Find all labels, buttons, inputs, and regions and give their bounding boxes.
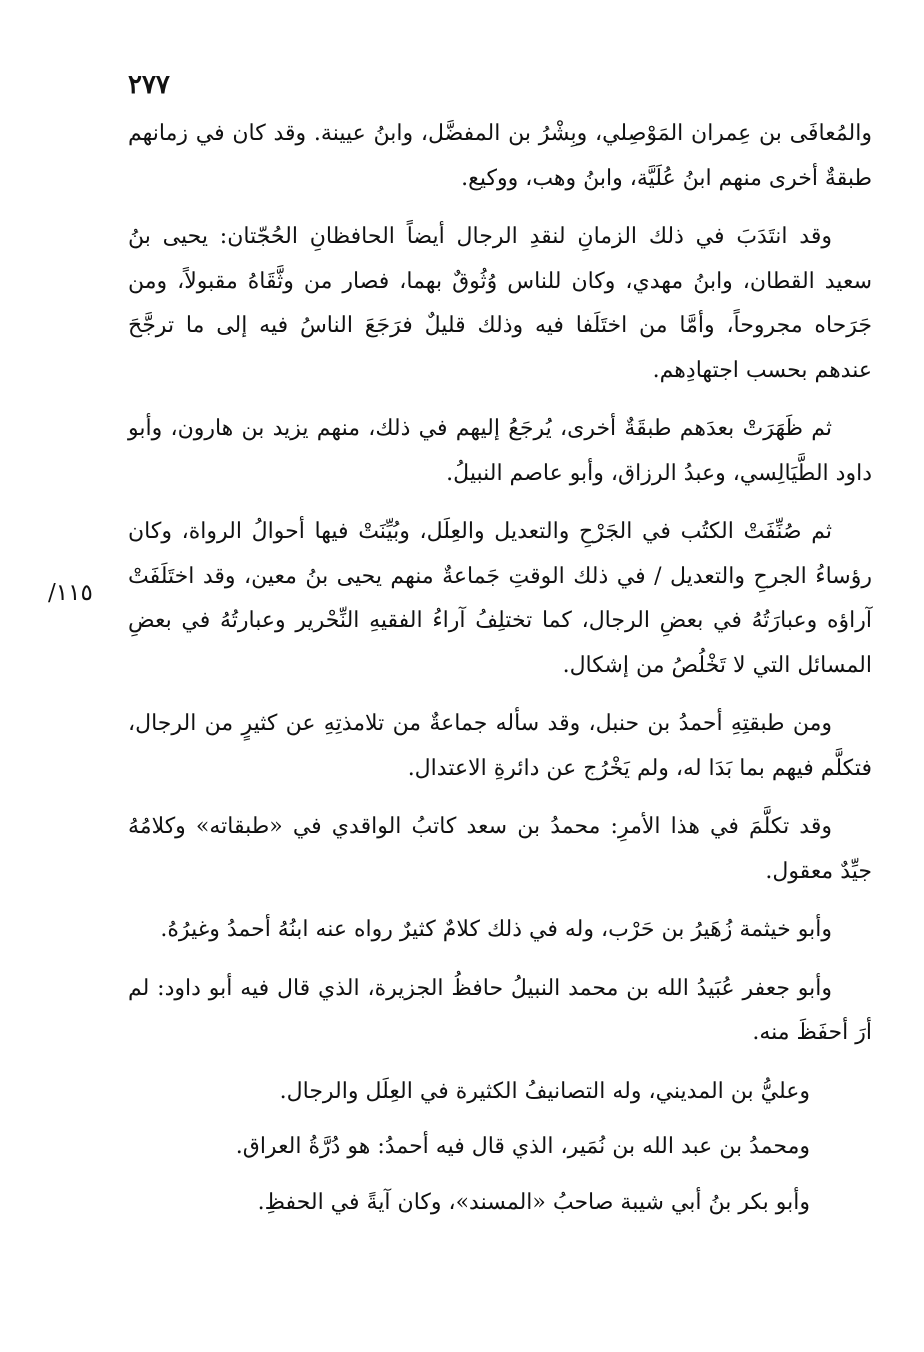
- margin-reference: ١١٥/: [48, 580, 93, 606]
- main-text: [128, 112, 872, 1236]
- page-number: ٢٧٧: [128, 70, 170, 100]
- list-item: وعليُّ بن المديني، وله التصانيفُ الكثيرة في العِلَل والرجال.: [279, 1078, 810, 1104]
- paragraph: ومن طبقتِهِ أحمدُ بن حنبل، وقد سأله جماعةٌ من تلامذتِهِ عن كثيرٍ من الرجال، فتكلَّم فيهم بما بَدَا له، ولم يَخْرُج عن دائرةِ الاعتدال.: [128, 711, 872, 781]
- list-item: وأبو بكر بنُ أبي شيبة صاحبُ «المسند»، وكان آيةً في الحفظِ.: [257, 1189, 810, 1215]
- paragraph: وقد انتَدَبَ في ذلك الزمانِ لنقدِ الرجال أيضاً الحافظانِ الحُجّتان: يحيى بنُ سعيد القطان، وابنُ مهدي، وكان للناس وُثُوقٌ بهما، فصار من وثَّقَاهُ مقبولاً، ومن جَرَحاه مجروحاً، وأمَّا من اختَلَفا فيه وذلك قليلٌ فرَجَعَ الناسُ فيه إلى ما ترجَّحَ عندهم بحسب اجتهادِهم.: [128, 224, 872, 383]
- narrator-list: [128, 1070, 810, 1226]
- paragraph: وقد تكلَّمَ في هذا الأمرِ: محمدُ بن سعد كاتبُ الواقدي في «طبقاته» وكلامُهُ جيِّدٌ معقول.: [128, 814, 872, 884]
- paragraph: ثم صُنِّفَتْ الكتُب في الجَرْحِ والتعديل والعِلَل، وبُيِّنَتْ فيها أحوالُ الرواة، وكان رؤساءُ الجرحِ والتعديل / في ذلك الوقتِ جَماعةٌ منهم يحيى بنُ معين، وقد اختَلَفَتْ آراؤه وعبارَتُهُ في بعضِ الرجال، كما تختلِفُ آراءُ الفقيهِ النِّحْرير وعبارتُهُ في بعضِ المسائل التي لا تَخْلُصُ من إشكال.: [128, 519, 872, 678]
- paragraph: والمُعافَى بن عِمران المَوْصِلي، وبِشْرُ بن المفضَّل، وابنُ عيينة. وقد كان في زمانهم طبقةٌ أخرى منهم ابنُ عُلَيَّة، وابنُ وهب، ووكيع.: [128, 121, 872, 191]
- paragraph: ثم ظَهَرَتْ بعدَهم طبقَةٌ أخرى، يُرجَعُ إليهم في ذلك، منهم يزيد بن هارون، وأبو داود الطَّيَالِسي، وعبدُ الرزاق، وأبو عاصم النبيلُ.: [128, 416, 872, 486]
- list-item: ومحمدُ بن عبد الله بن نُمَير، الذي قال فيه أحمدُ: هو دُرَّةُ العراق.: [235, 1134, 810, 1159]
- paragraph: وأبو خيثمة زُهَيرُ بن حَرْب، وله في ذلك كلامٌ كثيرٌ رواه عنه ابنُهُ أحمدُ وغيرُهُ.: [160, 917, 832, 942]
- paragraph: وأبو جعفر عُبَيدُ الله بن محمد النبيلُ حافظُ الجزيرة، الذي قال فيه أبو داود: لم أرَ أحفَظَ منه.: [128, 975, 872, 1045]
